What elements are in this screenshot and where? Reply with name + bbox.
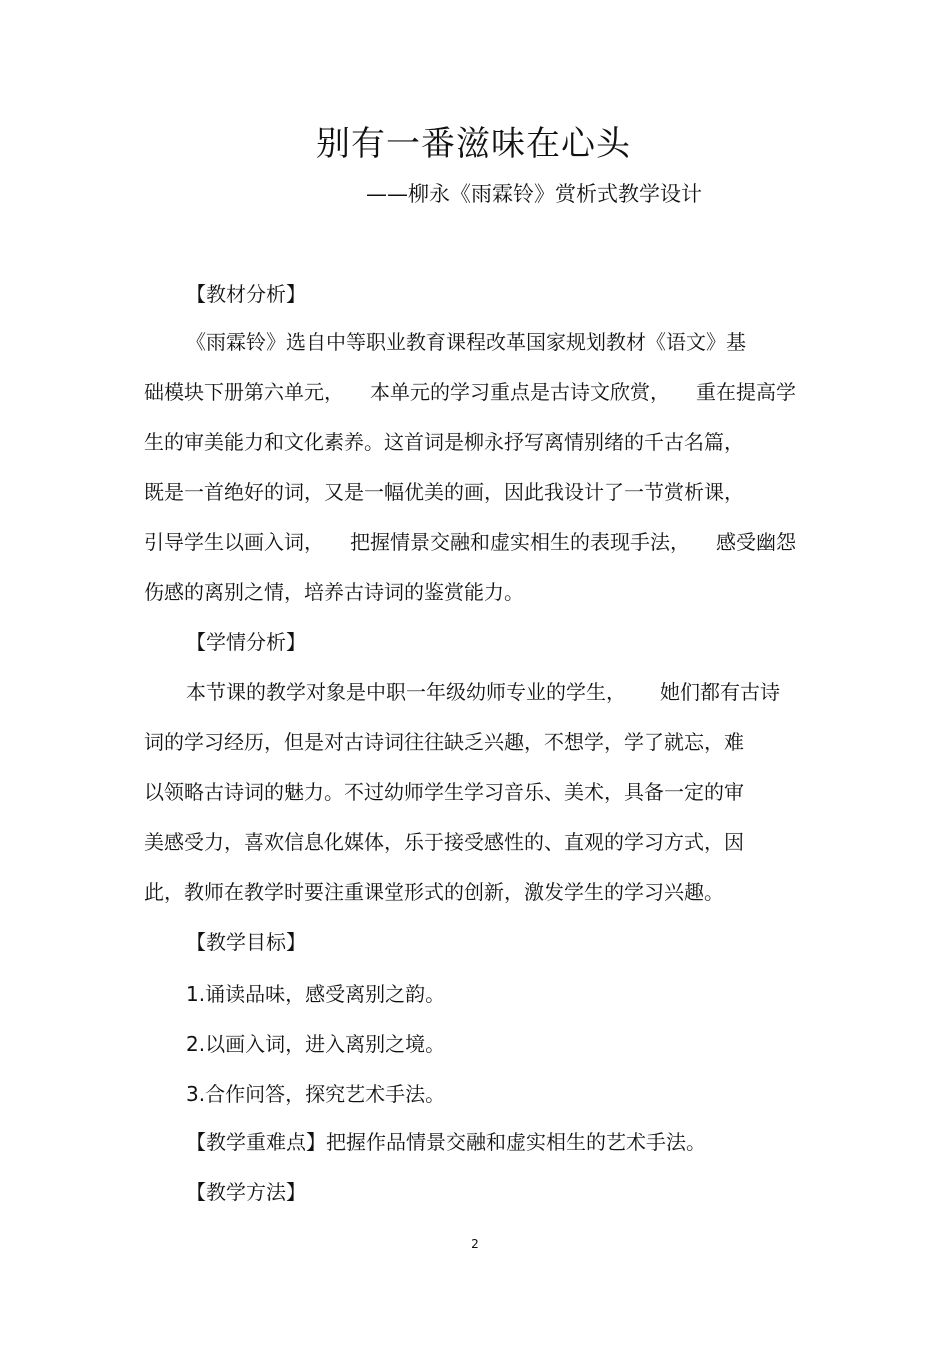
section-key-points: 【教学重难点】把握作品情景交融和虚实相生的艺术手法。 bbox=[186, 1130, 706, 1154]
textbook-analysis-segment: 重在提高学 bbox=[696, 380, 796, 404]
teaching-goal-1: 1.诵读品味，感受离别之韵。 bbox=[186, 982, 446, 1006]
textbook-analysis-segment: 把握情景交融和虚实相生的表现手法， bbox=[350, 530, 690, 554]
student-analysis-segment: 本节课的教学对象是中职一年级幼师专业的学生， bbox=[186, 680, 626, 704]
student-analysis-line-3: 以领略古诗词的魅力。不过幼师学生学习音乐、美术，具备一定的审 bbox=[144, 780, 744, 804]
textbook-analysis-line-3: 生的审美能力和文化素养。这首词是柳永抒写离情别绪的千古名篇， bbox=[144, 430, 744, 454]
student-analysis-line-1 bbox=[186, 676, 780, 708]
page-number: 2 bbox=[471, 1237, 479, 1251]
student-analysis-line-2: 词的学习经历，但是对古诗词往往缺乏兴趣，不想学，学了就忘，难 bbox=[144, 730, 744, 754]
student-analysis-segment: 她们都有古诗 bbox=[660, 680, 780, 704]
textbook-analysis-line-5 bbox=[144, 526, 796, 558]
textbook-analysis-segment: 感受幽怨 bbox=[716, 530, 796, 554]
document-title: 别有一番滋味在心头 bbox=[316, 124, 631, 164]
textbook-analysis-line-1: 《雨霖铃》选自中等职业教育课程改革国家规划教材《语文》基 bbox=[186, 330, 746, 354]
textbook-analysis-segment: 础模块下册第六单元， bbox=[144, 380, 344, 404]
section-heading-teaching-goals: 【教学目标】 bbox=[186, 930, 306, 954]
section-heading-textbook-analysis: 【教材分析】 bbox=[186, 282, 306, 306]
textbook-analysis-line-2 bbox=[144, 376, 796, 408]
textbook-analysis-line-6: 伤感的离别之情，培养古诗词的鉴赏能力。 bbox=[144, 580, 524, 604]
textbook-analysis-segment: 引导学生以画入词， bbox=[144, 530, 324, 554]
document-subtitle: ——柳永《雨霖铃》赏析式教学设计 bbox=[366, 182, 702, 206]
student-analysis-line-4: 美感受力，喜欢信息化媒体，乐于接受感性的、直观的学习方式，因 bbox=[144, 830, 744, 854]
student-analysis-line-5: 此，教师在教学时要注重课堂形式的创新，激发学生的学习兴趣。 bbox=[144, 880, 724, 904]
textbook-analysis-segment: 本单元的学习重点是古诗文欣赏， bbox=[370, 380, 670, 404]
teaching-goal-2: 2.以画入词，进入离别之境。 bbox=[186, 1032, 446, 1056]
textbook-analysis-line-4: 既是一首绝好的词，又是一幅优美的画，因此我设计了一节赏析课， bbox=[144, 480, 744, 504]
section-heading-student-analysis: 【学情分析】 bbox=[186, 630, 306, 654]
teaching-goal-3: 3.合作问答，探究艺术手法。 bbox=[186, 1082, 446, 1106]
section-heading-teaching-methods: 【教学方法】 bbox=[186, 1180, 306, 1204]
